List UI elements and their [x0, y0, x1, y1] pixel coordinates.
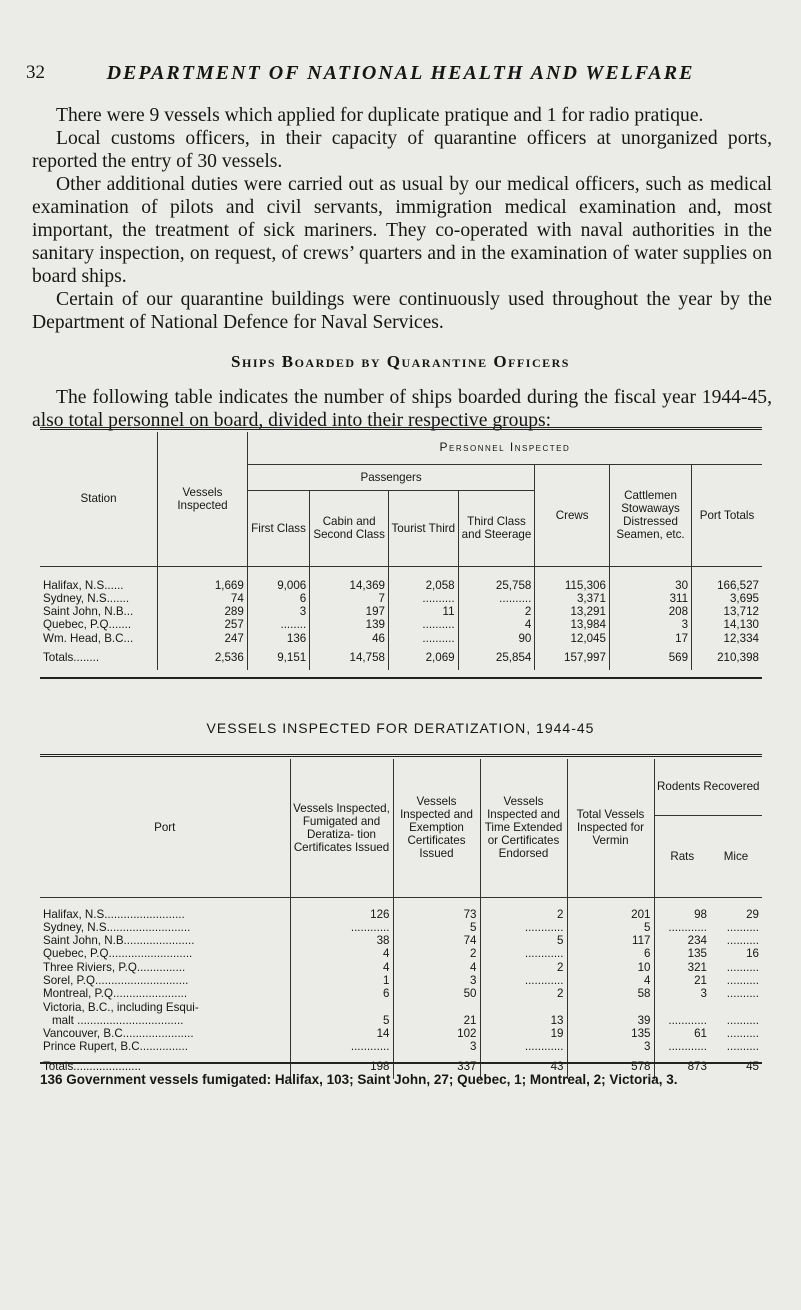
page-header: [0, 62, 801, 88]
table-row: Halifax, N.S...... 1,669 9,006 14,369 2,058 25,758 115,306 30 166,527: [40, 579, 762, 592]
paragraph: There were 9 vessels which applied for duplicate pratique and 1 for radio pratique.: [56, 105, 704, 126]
paragraph: Local customs officers, in their capacity of quarantine officers at unorganized ports, reported the entry of 30 vessels.: [32, 128, 772, 172]
table-row: Montreal, P.Q....................... 6 50 2 58 3 ..........: [43, 987, 759, 1001]
col-rodents: Rodents Recovered: [654, 759, 762, 815]
col-exemption: Vessels Inspected and Exemption Certificates Issued: [393, 759, 480, 897]
table-row: Sydney, N.S....... 74 6 7 .......... .......... 3,371 311 3,695: [40, 592, 762, 605]
col-rats: Rats: [654, 815, 710, 897]
table2-top-rule: [40, 754, 762, 757]
page-number: 32: [26, 62, 45, 83]
table-row: Sorel, P.Q............................. 1 3 ............ 4 21 ..........: [43, 973, 759, 987]
table-top-rule: [40, 427, 762, 430]
intro-paragraph: The following table indicates the number of ships boarded during the fiscal year 1944-45, also total personnel on board, divided into their respective groups:: [32, 387, 772, 431]
paragraph: Certain of our quarantine buildings were continuously used throughout the year by the Department of National Defence for Naval Services.: [32, 289, 772, 333]
col-tourist: Tourist Third: [389, 490, 459, 566]
col-cattlemen: Cattlemen Stowaways Distressed Seamen, etc.: [609, 464, 691, 566]
col-port-totals: Port Totals: [692, 464, 762, 566]
table2-title: VESSELS INSPECTED FOR DERATIZATION, 1944-45: [206, 720, 595, 736]
table-row: malt ................................. 5 21 13 39 ............ ..........: [52, 1013, 759, 1027]
col-cabin: Cabin and Second Class: [310, 490, 389, 566]
table-row: Saint John, N.B...................... 38 74 5 117 234 ..........: [43, 934, 759, 948]
table-row: Sydney, N.S.......................... ............ 5 ............ 5 ............ ..........: [43, 920, 759, 934]
totals-row: Totals........ 2,536 9,151 14,758 2,069 25,854 157,997 569 210,398: [40, 645, 762, 670]
table-row: Halifax, N.S......................... 126 73 2 201 98 29: [43, 907, 759, 921]
table-row: Prince Rupert, B.C............... ............ 3 ............ 3 ............ ..........: [43, 1040, 759, 1054]
table-row: Victoria, B.C., including Esqui-: [40, 1001, 762, 1014]
col-mice: Mice: [710, 815, 762, 897]
running-title: DEPARTMENT OF NATIONAL HEALTH AND WELFARE: [106, 62, 695, 84]
col-fumigated: Vessels Inspected, Fumigated and Deratiza- tion Certificates Issued: [290, 759, 393, 897]
table-row: Vancouver, B.C...................... 14 102 19 135 61 ..........: [43, 1027, 759, 1041]
table2-bottom-rule: [40, 1062, 762, 1064]
table-row: Quebec, P.Q....... 257 ........ 139 .......... 4 13,984 3 14,130: [40, 618, 762, 631]
body-text: [32, 104, 772, 334]
col-first-class: First Class: [247, 490, 309, 566]
col-personnel: Personnel Inspected: [247, 432, 762, 464]
col-total-vermin: Total Vessels Inspected for Vermin: [567, 759, 654, 897]
table-row: Wm. Head, B.C... 247 136 46 .......... 90 12,045 17 12,334: [40, 632, 762, 645]
table-row: Saint John, N.B... 289 3 197 11 2 13,291 208 13,712: [40, 605, 762, 618]
table-bottom-rule: [40, 677, 762, 679]
col-crews: Crews: [535, 464, 610, 566]
col-port: Port: [40, 759, 290, 897]
totals-row: Totals..................... 198 337 43 578 873 45: [40, 1054, 762, 1079]
col-passengers: Passengers: [247, 464, 535, 490]
col-vessels: Vessels Inspected: [158, 432, 248, 566]
table-row: Quebec, P.Q.......................... 4 2 ............ 6 135 16: [43, 947, 759, 961]
deratization-table: [40, 759, 762, 1079]
section-title: Ships Boarded by Quarantine Officers: [231, 352, 570, 371]
col-station: Station: [40, 432, 158, 566]
col-third: Third Class and Steerage: [458, 490, 535, 566]
table-row: Three Riviers, P.Q............... 4 4 2 10 321 ..........: [43, 960, 759, 974]
col-extended: Vessels Inspected and Time Extended or Certificates Endorsed: [480, 759, 567, 897]
footnote: 136 Government vessels fumigated: Halifax, 103; Saint John, 27; Quebec, 1; Montreal, 2; Victoria, 3.: [40, 1072, 678, 1087]
paragraph: Other additional duties were carried out as usual by our medical officers, such as medical examination of pilots and civil servants, immigration medical examination and, most important, the treatment of sick mariners. They co-operated with naval authorities in the sanitary inspection, on request, of crews’ quarters and in the examination of water supplies on board ships.: [32, 174, 772, 287]
ships-boarded-table: [40, 432, 762, 670]
